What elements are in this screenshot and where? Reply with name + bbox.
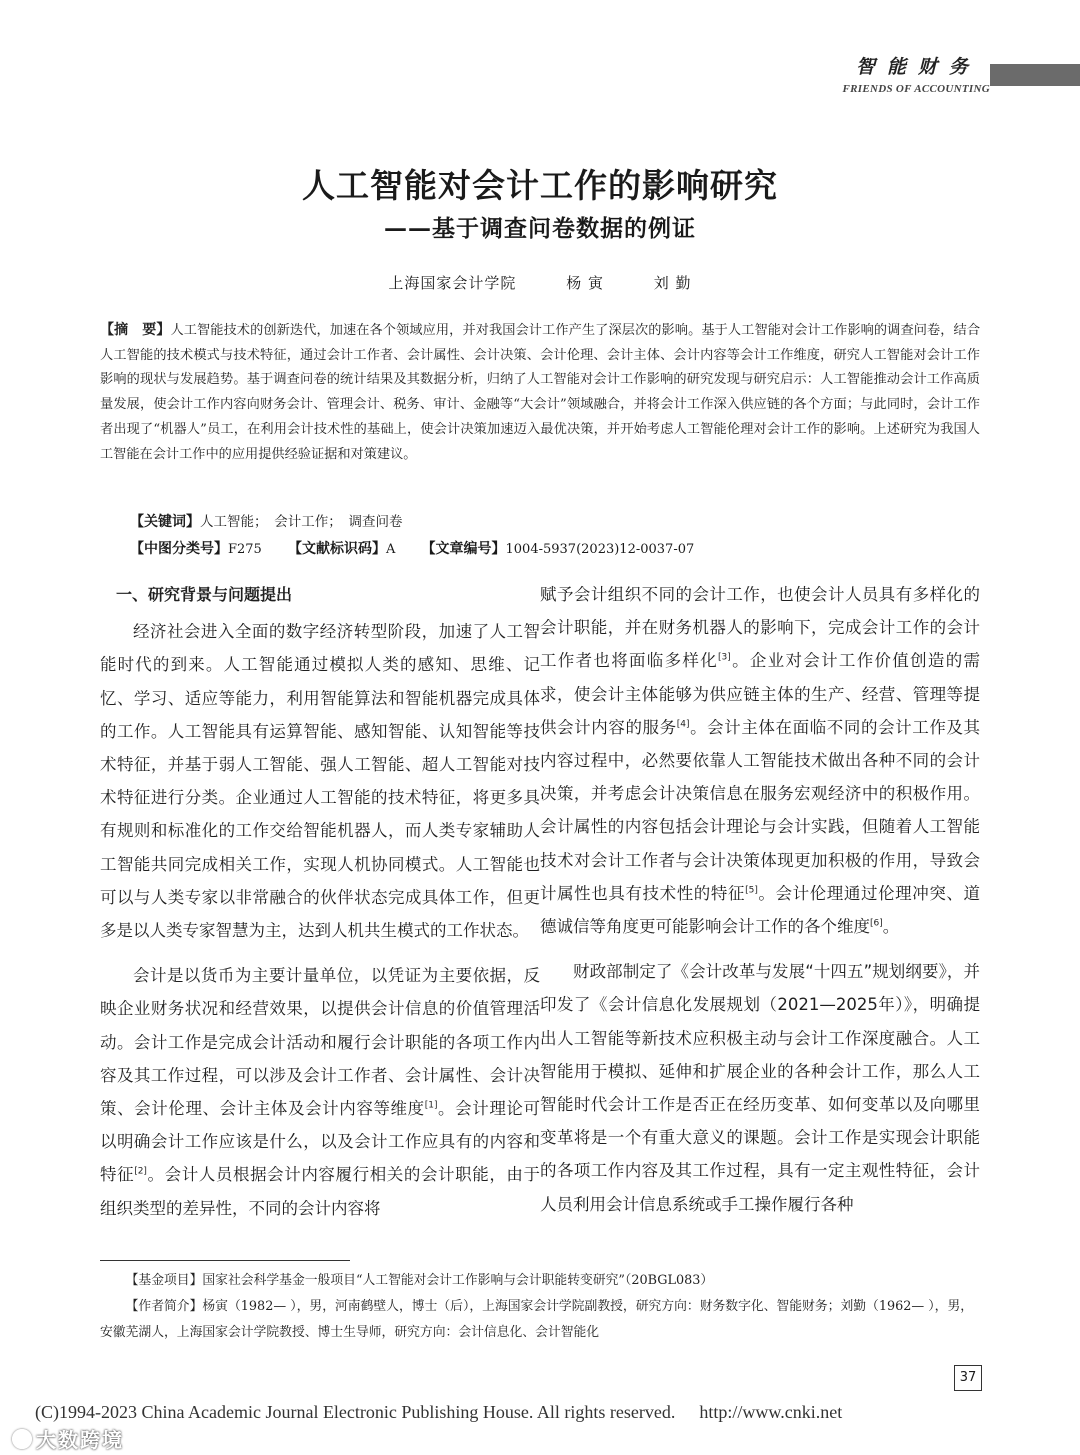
abstract-label: 【摘 要】 — [100, 322, 171, 338]
copyright-text: (C)1994-2023 China Academic Journal Electronic Publishing House. All rights reserved. — [35, 1402, 676, 1422]
clc-value: F275 — [228, 542, 262, 557]
clc-label: 【中图分类号】 — [130, 541, 228, 557]
doc-code-label: 【文献标识码】 — [287, 541, 386, 557]
citation: [2] — [134, 1166, 147, 1177]
watermark-logo-icon — [12, 1429, 32, 1449]
journal-header-bar — [990, 64, 1080, 86]
author-1: 杨 寅 — [566, 274, 604, 292]
footnotes — [100, 1268, 980, 1346]
footnote-fund: 【基金项目】国家社会科学基金一般项目“人工智能对会计工作影响与会计职能转变研究”（20BGL083） — [125, 1273, 714, 1288]
paragraph: 财政部制定了《会计改革与发展“十四五”规划纲要》，并印发了《会计信息化发展规划（2021—2025年）》，明确提出人工智能等新技术应积极主动与会计工作深度融合。人工智能用于模拟、延伸和扩展企业的各种会计工作，那么人工智能时代会计工作是否正在经历变革、如何变革以及向哪里变革将是一个有重大意义的课题。会计工作是实现会计职能的各项工作内容及其工作过程，具有一定主观性特征，会计人员利用会计信息系统或手工操作履行各种 — [540, 962, 980, 1214]
keywords-text: 人工智能； 会计工作； 调查问卷 — [200, 514, 403, 530]
page-number: 37 — [954, 1365, 982, 1391]
keywords-label: 【关键词】 — [130, 514, 200, 530]
journal-header — [820, 52, 1080, 95]
article-number-value: 1004-5937(2023)12-0037-07 — [505, 542, 695, 557]
journal-name-en: FRIENDS OF ACCOUNTING — [842, 83, 990, 95]
abstract — [100, 318, 980, 467]
body-column-right — [540, 578, 980, 1221]
classification-line — [130, 538, 716, 558]
keywords — [130, 510, 403, 531]
copyright-url[interactable]: http://www.cnki.net — [699, 1402, 843, 1422]
paragraph: 经济社会进入全面的数字经济转型阶段，加速了人工智能时代的到来。人工智能通过模拟人类的感知、思维、记忆、学习、适应等能力，利用智能算法和智能机器完成具体的工作。人工智能具有运算智能、感知智能、认知智能等技术特征，并基于弱人工智能、强人工智能、超人工智能对技术特征进行分类。企业通过人工智能的技术特征，将更多具有规则和标准化的工作交给智能机器人，而人类专家辅助人工智能共同完成相关工作，实现人机协同模式。人工智能也可以与人类专家以非常融合的伙伴状态完成具体工作，但更多是以人类专家智慧为主，达到人机共生模式的工作状态。 — [100, 622, 540, 941]
watermark — [12, 1424, 124, 1453]
body-column-left — [100, 578, 540, 1225]
institution: 上海国家会计学院 — [388, 274, 517, 292]
journal-name-cn: 智能财务 — [855, 56, 980, 78]
paragraph: 赋予会计组织不同的会计工作，也使会计人员具有多样化的会计职能，并在财务机器人的影响下，完成会计工作的会计工作者也将面临多样化[3]。企业对会计工作价值创造的需求，使会计主体能够为供应链主体的生产、经营、管理等提供会计内容的服务[4]。会计主体在面临不同的会计工作及其内容过程中，必然要依靠人工智能技术做出各种不同的会计决策，并考虑会计决策信息在服务宏观经济中的积极作用。会计属性的内容包括会计理论与会计实践，但随着人工智能技术对会计工作者与会计决策体现更加积极的作用，导致会计属性也具有技术性的特征[5]。会计伦理通过伦理冲突、道德诚信等角度更可能影响会计工作的各个维度[6]。 — [540, 585, 981, 937]
citation: [1] — [424, 1100, 438, 1111]
citation: [4] — [676, 719, 690, 730]
article-number-label: 【文章编号】 — [421, 541, 506, 557]
article-title: 人工智能对会计工作的影响研究 — [302, 166, 778, 205]
author-2: 刘 勤 — [653, 274, 692, 292]
author-line — [0, 272, 1080, 293]
section-heading: 一、研究背景与问题提出 — [116, 585, 293, 604]
doc-code-value: A — [385, 542, 396, 557]
footnote-authors: 【作者简介】杨寅（1982— ），男，河南鹤壁人，博士（后），上海国家会计学院副教授，研究方向：财务数字化、智能财务；刘勤（1962— ），男，安徽芜湖人，上海国家会计学院教授、博士生导师，研究方向：会计信息化、会计智能化 — [100, 1299, 974, 1340]
paragraph: 会计是以货币为主要计量单位，以凭证为主要依据，反映企业财务状况和经营效果，以提供会计信息的价值管理活动。会计工作是完成会计活动和履行会计职能的各项工作内容及其工作过程，可以涉及会计工作者、会计属性、会计决策、会计伦理、会计主体及会计内容等维度[1]。会计理论可以明确会计工作应该是什么，以及会计工作应具有的内容和特征[2]。会计人员根据会计内容履行相关的会计职能，由于组织类型的差异性，不同的会计内容将 — [100, 966, 541, 1218]
citation: [3] — [718, 652, 731, 663]
article-subtitle: ——基于调查问卷数据的例证 — [384, 215, 696, 242]
citation: [5] — [745, 885, 758, 896]
citation: [6] — [870, 918, 883, 929]
abstract-text: 人工智能技术的创新迭代，加速在各个领域应用，并对我国会计工作产生了深层次的影响。基于人工智能对会计工作影响的调查问卷，结合人工智能的技术模式与技术特征，通过会计工作者、会计属性、会计决策、会计伦理、会计主体、会计内容等会计工作维度，研究人工智能对会计工作影响的现状与发展趋势。基于调查问卷的统计结果及其数据分析，归纳了人工智能对会计工作影响的研究发现与研究启示：人工智能推动会计工作高质量发展，使会计工作内容向财务会计、管理会计、税务、审计、金融等“大会计”领域融合，并将会计工作深入供应链的各个方面；与此同时，会计工作者出现了“机器人”员工，在利用会计技术性的基础上，使会计决策加速迈入最优决策，并开始考虑人工智能伦理对会计工作的影响。上述研究为我国人工智能在会计工作中的应用提供经验证据和对策建议。 — [100, 323, 981, 462]
copyright-line — [35, 1402, 842, 1423]
watermark-text: 大数跨境 — [36, 1428, 124, 1452]
footnote-divider — [100, 1260, 350, 1261]
